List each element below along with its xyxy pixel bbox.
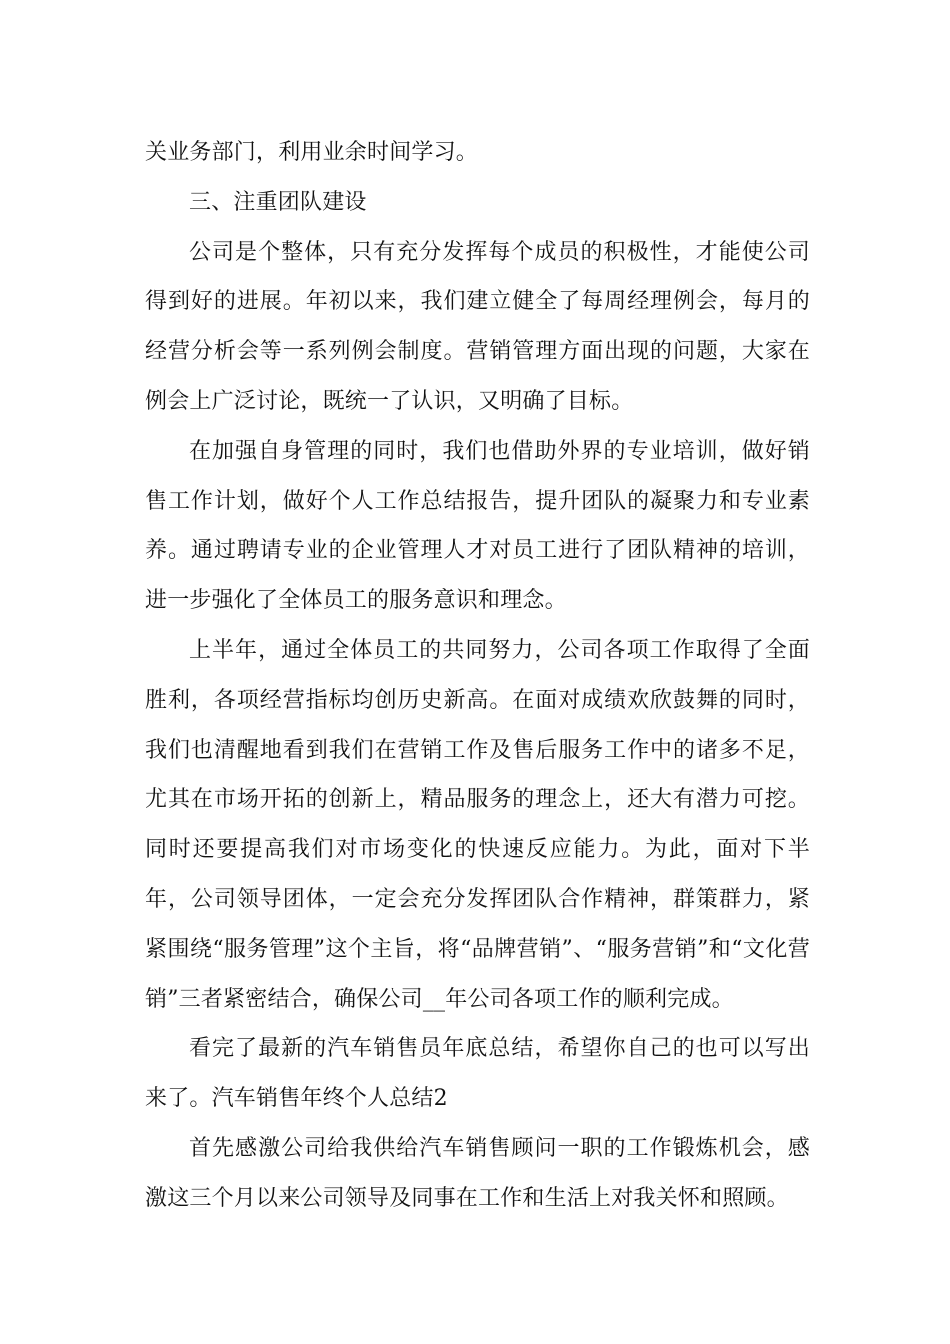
section-heading: 三、注重团队建设 (189, 189, 367, 215)
paragraph-team: 公司是个整体，只有充分发挥每个成员的积极性，才能使公司得到好的进展。年初以来，我们建立健全了每周经理例会，每月的经营分析会等一系列例会制度。营销管理方面出现的问题，大家在例会上广泛讨论，既统一了认识，又明确了目标。 (145, 239, 810, 414)
paragraph-summary-transition: 看完了最新的汽车销售员年底总结，希望你自己的也可以写出来了。汽车销售年终个人总结2 (145, 1036, 810, 1112)
paragraph-continuation: 关业务部门，利用业余时间学习。 (145, 140, 479, 165)
paragraph-half-year: 上半年，通过全体员工的共同努力，公司各项工作取得了全面胜利，各项经营指标均创历史新高。在面对成绩欢欣鼓舞的同时，我们也清醒地看到我们在营销工作及售后服务工作中的诸多不足，尤其在市场开拓的创新上，精品服务的理念上，还大有潜力可挖。同时还要提高我们对市场变化的快速反应能力。为此，面对下半年，公司领导团体，一定会充分发挥团队合作精神，群策群力，紧紧围绕“服务管理”这个主旨，将“品牌营销”、“服务营销”和“文化营销”三者紧密结合，确保公司__年公司各项工作的顺利完成。 (145, 637, 810, 1012)
paragraph-training: 在加强自身管理的同时，我们也借助外界的专业培训，做好销售工作计划，做好个人工作总结报告，提升团队的凝聚力和专业素养。通过聘请专业的企业管理人才对员工进行了团队精神的培训，进一步强化了全体员工的服务意识和理念。 (145, 438, 810, 614)
document-body (145, 128, 810, 1224)
paragraph-thanks: 首先感激公司给我供给汽车销售顾问一职的工作锻炼机会，感激这三个月以来公司领导及同事在工作和生活上对我关怀和照顾。 (145, 1135, 810, 1211)
